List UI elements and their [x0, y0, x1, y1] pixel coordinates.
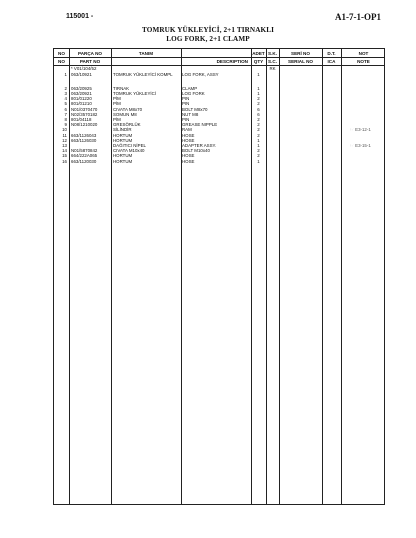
- reference-part-no: * V01/104/52: [71, 66, 97, 71]
- header-note: NOT: [358, 51, 369, 56]
- item-no: 5: [64, 101, 67, 106]
- description-english: LOG FORK: [182, 91, 205, 96]
- header-sc-en: S.C.: [268, 59, 277, 64]
- quantity: 1: [257, 91, 260, 96]
- header-no-en: NO: [58, 59, 65, 64]
- note-reference: ☞ E3-12-1: [350, 127, 371, 132]
- quantity: 1: [257, 159, 260, 164]
- header-ica: D.T.: [327, 51, 336, 56]
- part-number: 663/1126030: [71, 138, 97, 143]
- name-turkish: HORTUM: [113, 159, 133, 164]
- quantity: 2: [257, 127, 260, 132]
- part-number: 664/222A065: [71, 153, 98, 158]
- part-number: 063/20921: [71, 91, 92, 96]
- description-english: PIN: [182, 96, 190, 101]
- name-turkish: DAĞITICI NİPEL: [113, 143, 146, 148]
- header-qty-en: QTY: [253, 59, 264, 64]
- header-serial: SERİ NO: [291, 51, 310, 56]
- quantity: 2: [257, 101, 260, 106]
- part-number: 063/10921: [71, 72, 92, 77]
- item-no: 1: [64, 72, 67, 77]
- name-turkish: PİM: [113, 117, 121, 122]
- part-number: N01/0370470: [71, 107, 98, 112]
- quantity: 2: [257, 133, 260, 138]
- description-english: PIN: [182, 117, 190, 122]
- part-number: N08/1210020: [71, 122, 98, 127]
- page-code: A1-7-1-OP1: [335, 12, 381, 22]
- part-number: 663/1120030: [71, 159, 97, 164]
- header-sc: S.K.: [268, 51, 277, 56]
- part-number: N02/3570182: [71, 112, 98, 117]
- quantity: 6: [257, 107, 260, 112]
- part-number: 801/01210: [71, 101, 92, 106]
- item-no: 2: [64, 86, 67, 91]
- header-qty: ADET: [252, 51, 265, 56]
- header-name-tr: TANIM: [138, 51, 154, 56]
- description-english: ADAPTER ASSY.: [182, 143, 217, 148]
- quantity: 1: [257, 86, 260, 91]
- item-no: 7: [64, 112, 67, 117]
- page-number: 115001 -: [66, 13, 94, 20]
- name-turkish: PİM: [113, 101, 121, 106]
- name-turkish: HORTUM: [113, 133, 133, 138]
- part-number: N01/5870842: [71, 148, 98, 153]
- name-turkish: GRESÖRLÜK: [113, 122, 141, 127]
- header-note-en: NOTE: [357, 59, 370, 64]
- title-english: LOG FORK, 2+1 CLAMP: [166, 35, 250, 43]
- item-no: 13: [62, 143, 67, 148]
- parts-table: [53, 48, 385, 505]
- item-no: 9: [64, 122, 67, 127]
- item-no: 3: [64, 91, 67, 96]
- part-number: 801/04118: [71, 117, 92, 122]
- name-turkish: PİM: [113, 96, 121, 101]
- description-english: BOLT M10x40: [182, 148, 210, 153]
- name-turkish: TOMRUK YÜKLEYİCİ KOMPL: [113, 72, 173, 77]
- description-english: HOSE: [182, 138, 195, 143]
- description-english: HOSE: [182, 133, 195, 138]
- description-english: HOSE: [182, 159, 195, 164]
- description-english: CLAMP: [182, 86, 198, 91]
- item-no: 15: [62, 153, 67, 158]
- part-number: 801/01220: [71, 96, 92, 101]
- header-no: NO: [58, 51, 65, 56]
- quantity: 2: [257, 153, 260, 158]
- name-turkish: CIVATA M10x40: [113, 148, 145, 153]
- description-english: LOG FORK, ASSY: [182, 72, 219, 77]
- item-no: 12: [62, 138, 67, 143]
- item-no: 11: [62, 133, 67, 138]
- quantity: 6: [257, 112, 260, 117]
- quantity: 1: [257, 72, 260, 77]
- name-turkish: SİLİNDİR: [113, 127, 132, 132]
- header-part-no: PARÇA NO: [78, 51, 102, 56]
- header-part-no-en: PART NO: [79, 59, 101, 64]
- item-no: 4: [64, 96, 67, 101]
- item-no: 6: [64, 107, 67, 112]
- header-description: DESCRIPTION: [216, 59, 248, 64]
- quantity: 2: [257, 122, 260, 127]
- item-no: 16: [62, 159, 67, 164]
- quantity: 2: [257, 117, 260, 122]
- quantity: 2: [257, 148, 260, 153]
- name-turkish: TIRNAK: [113, 86, 130, 91]
- name-turkish: HORTUM: [113, 138, 133, 143]
- description-english: NUT M8: [182, 112, 199, 117]
- item-no: 8: [64, 117, 67, 122]
- header-serial-en: SERIAL NO: [288, 59, 313, 64]
- title-turkish: TOMRUK YÜKLEYİCİ, 2+1 TIRNAKLI: [142, 26, 274, 34]
- description-english: PIN: [182, 101, 190, 106]
- reference-sc: RK: [269, 66, 276, 71]
- name-turkish: TOMRUK YÜKLEYİCİ: [113, 91, 157, 96]
- name-turkish: HORTUM: [113, 153, 133, 158]
- part-number: 063/20925: [71, 86, 92, 91]
- item-no: 10: [62, 127, 67, 132]
- header-ica-en: ICA: [327, 59, 336, 64]
- name-turkish: SOMUN M8: [113, 112, 137, 117]
- part-number: 663/1126043: [71, 133, 97, 138]
- description-english: BOLT M8x70: [182, 107, 208, 112]
- quantity: 1: [257, 138, 260, 143]
- description-english: RAM: [182, 127, 192, 132]
- name-turkish: CIVATA M8x70: [113, 107, 143, 112]
- item-no: 14: [62, 148, 67, 153]
- description-english: GREASE NIPPLE: [182, 122, 218, 127]
- description-english: HOSE: [182, 153, 195, 158]
- note-reference: ☞ E3-15-1: [350, 143, 371, 148]
- quantity: 1: [257, 143, 260, 148]
- quantity: 2: [257, 96, 260, 101]
